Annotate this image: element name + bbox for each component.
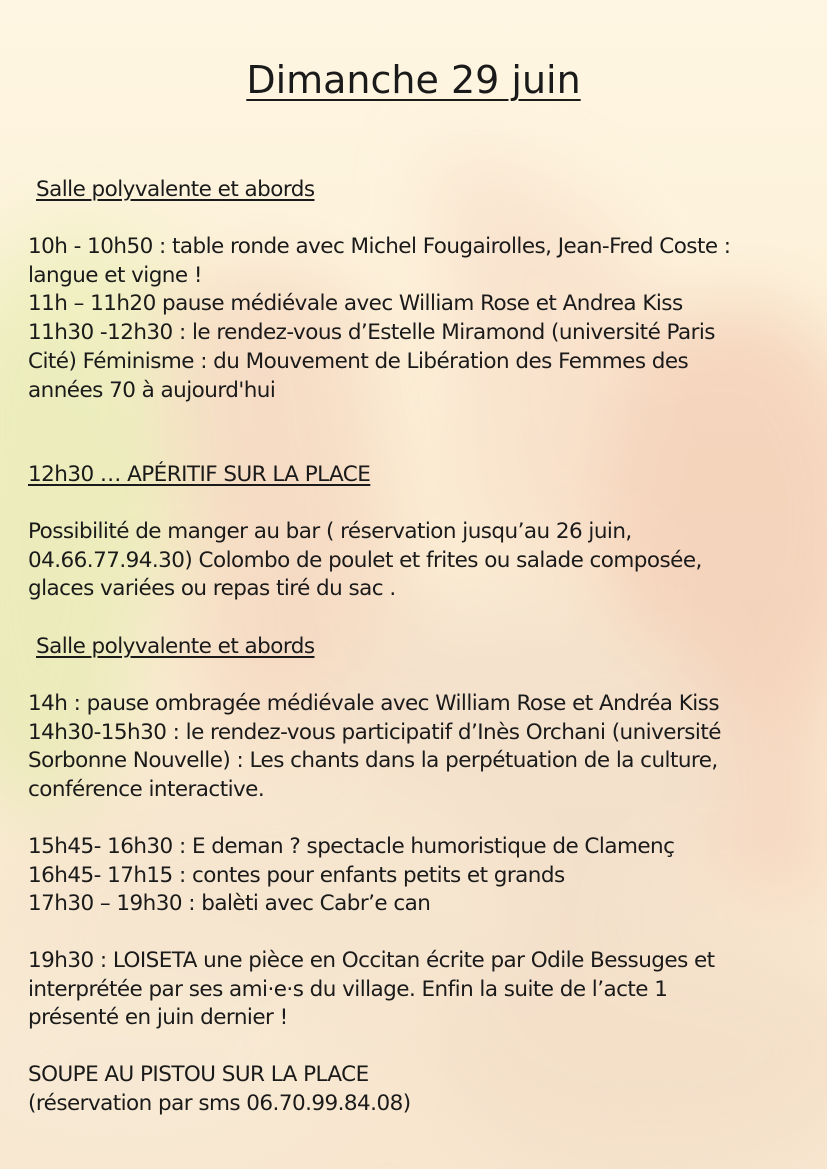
- text-line: années 70 à aujourd'hui: [28, 377, 276, 403]
- text-line: 19h30 : LOISETA une pièce en Occitan écrite par Odile Bessuges et: [28, 948, 715, 973]
- text-line: 10h - 10h50 : table ronde avec Michel Fougairolles, Jean-Fred Coste :: [28, 234, 731, 259]
- text-line: 16h45- 17h15 : contes pour enfants petits et grands: [28, 862, 565, 888]
- text-line: Sorbonne Nouvelle) : Les chants dans la perpétuation de la culture,: [28, 748, 718, 774]
- section-heading-salle-1: Salle polyvalente et abords: [36, 177, 315, 202]
- text-line: langue et vigne !: [28, 262, 202, 288]
- section-heading-aperitif: 12h30 … APÉRITIF SUR LA PLACE: [28, 462, 371, 487]
- text-line: 04.66.77.94.30) Colombo de poulet et frites ou salade composée,: [28, 547, 702, 573]
- section-heading-salle-2: Salle polyvalente et abords: [36, 634, 315, 659]
- text-line: SOUPE AU PISTOU SUR LA PLACE: [28, 1062, 369, 1087]
- text-line: 15h45- 16h30 : E deman ? spectacle humoristique de Clamenç: [28, 834, 675, 859]
- text-line: 11h30 -12h30 : le rendez-vous d’Estelle Miramond (université Paris: [28, 320, 715, 346]
- text-line: Possibilité de manger au bar ( réservation jusqu’au 26 juin,: [28, 519, 632, 544]
- text-line: Cité) Féminisme : du Mouvement de Libération des Femmes des: [28, 348, 689, 374]
- text-line: 17h30 – 19h30 : balèti avec Cabr’e can: [28, 891, 431, 917]
- page-title: Dimanche 29 juin: [246, 58, 581, 102]
- text-line: (réservation par sms 06.70.99.84.08): [28, 1090, 411, 1116]
- text-line: 14h30-15h30 : le rendez-vous participatif d’Inès Orchani (université: [28, 719, 721, 745]
- text-line: 14h : pause ombragée médiévale avec William Rose et Andréa Kiss: [28, 691, 719, 716]
- text-line: présenté en juin dernier !: [28, 1005, 288, 1031]
- text-line: interprétée par ses ami·e·s du village. Enfin la suite de l’acte 1: [28, 976, 668, 1002]
- text-line: 11h – 11h20 pause médiévale avec William Rose et Andrea Kiss: [28, 291, 683, 317]
- text-line: conférence interactive.: [28, 777, 265, 803]
- text-line: glaces variées ou repas tiré du sac .: [28, 576, 396, 602]
